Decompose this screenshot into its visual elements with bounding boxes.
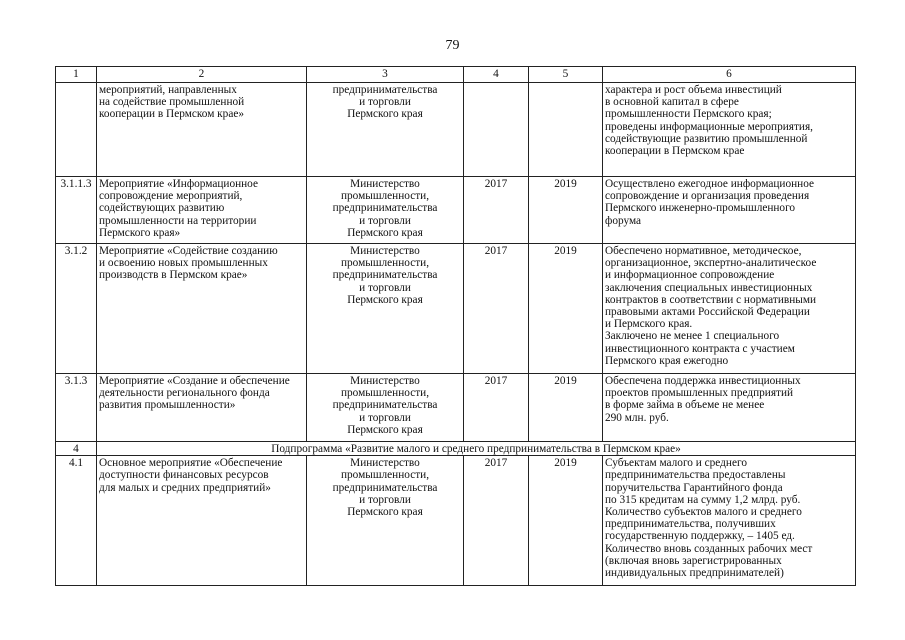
- column-number-6: 6: [603, 67, 856, 83]
- expected-result: Обеспечено нормативное, методическое, организационное, экспертно-аналитическое и информационное сопровождение заключения специальных инвестиционных контрактов в соответствии с нормативными правовыми актами Российской Федерации и Пермского края. Заключено не менее 1 специального инвестиционного контракта с участием Пермского края ежегодно: [603, 244, 856, 374]
- program-table: [55, 66, 856, 586]
- end-year: 2019: [529, 244, 603, 374]
- executor: Министерство промышленности, предпринимательства и торговли Пермского края: [307, 374, 464, 442]
- measure-name: Основное мероприятие «Обеспечение доступности финансовых ресурсов для малых и средних предприятий»: [97, 456, 307, 586]
- row-number: 3.1.3: [56, 374, 97, 442]
- measure-name: Мероприятие «Содействие созданию и освоению новых промышленных производств в Пермском крае»: [97, 244, 307, 374]
- start-year: 2017: [464, 374, 529, 442]
- measure-name: Мероприятие «Информационное сопровождение мероприятий, содействующих развитию промышленности на территории Пермского края»: [97, 177, 307, 244]
- column-number-3: 3: [307, 67, 464, 83]
- table-row: [56, 177, 856, 244]
- measure-name: Мероприятие «Создание и обеспечение деятельности регионального фонда развития промышленности»: [97, 374, 307, 442]
- table-row: [56, 374, 856, 442]
- subprogram-number: 4: [56, 442, 97, 456]
- table-row: [56, 456, 856, 586]
- start-year: [464, 83, 529, 177]
- column-number-1: 1: [56, 67, 97, 83]
- row-number: [56, 83, 97, 177]
- expected-result: Обеспечена поддержка инвестиционных проектов промышленных предприятий в форме займа в объеме не менее 290 млн. руб.: [603, 374, 856, 442]
- start-year: 2017: [464, 456, 529, 586]
- end-year: [529, 83, 603, 177]
- executor: Министерство промышленности, предпринимательства и торговли Пермского края: [307, 177, 464, 244]
- executor: Министерство промышленности, предпринимательства и торговли Пермского края: [307, 244, 464, 374]
- end-year: 2019: [529, 456, 603, 586]
- expected-result: характера и рост объема инвестиций в основной капитал в сфере промышленности Пермского края; проведены информационные мероприятия, содействующие развитию промышленной кооперации в Пермском крае: [603, 83, 856, 177]
- executor: Министерство промышленности, предпринимательства и торговли Пермского края: [307, 456, 464, 586]
- row-number: 4.1: [56, 456, 97, 586]
- start-year: 2017: [464, 244, 529, 374]
- table-row: [56, 244, 856, 374]
- column-number-row: [56, 67, 856, 83]
- row-number: 3.1.1.3: [56, 177, 97, 244]
- expected-result: Субъектам малого и среднего предпринимательства предоставлены поручительства Гарантийного фонда по 315 кредитам на сумму 1,2 млрд. руб. Количество субъектов малого и среднего предпринимательства, получивших государственную поддержку, – 1405 ед. Количество вновь созданных рабочих мест (включая вновь зарегистрированных индивидуальных предпринимателей): [603, 456, 856, 586]
- table-row: [56, 83, 856, 177]
- end-year: 2019: [529, 177, 603, 244]
- expected-result: Осуществлено ежегодное информационное сопровождение и организация проведения Пермского инженерно-промышленного форума: [603, 177, 856, 244]
- row-number: 3.1.2: [56, 244, 97, 374]
- end-year: 2019: [529, 374, 603, 442]
- column-number-4: 4: [464, 67, 529, 83]
- executor: предпринимательства и торговли Пермского края: [307, 83, 464, 177]
- column-number-2: 2: [97, 67, 307, 83]
- subprogram-row: [56, 442, 856, 456]
- subprogram-title: Подпрограмма «Развитие малого и среднего предпринимательства в Пермском крае»: [97, 442, 856, 456]
- page-number: 79: [445, 38, 460, 53]
- measure-name: мероприятий, направленных на содействие промышленной кооперации в Пермском крае»: [97, 83, 307, 177]
- start-year: 2017: [464, 177, 529, 244]
- column-number-5: 5: [529, 67, 603, 83]
